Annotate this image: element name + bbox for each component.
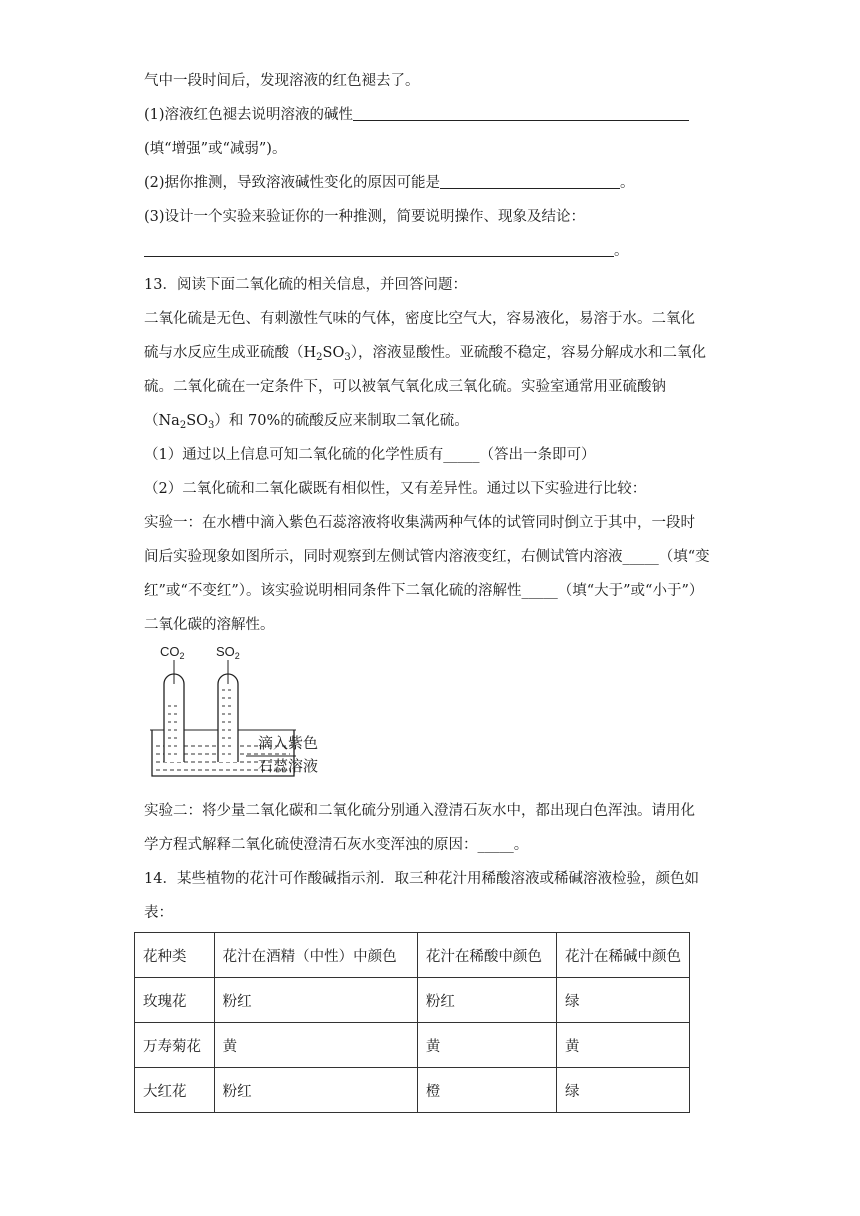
table-header-cell: 花汁在稀碱中颜色 [557,933,690,978]
co2-label: $CO_2$ [160,644,185,661]
experiment-figure [144,642,724,794]
co2-test-tube [164,674,184,762]
q12-part1-hint: (填“增强”或“减弱”)。 [144,141,287,157]
table-cell: 粉红 [214,978,417,1023]
q13-exp2-line1: 实验二：将少量二氧化碳和二氧化硫分别通入澄清石灰水中，都出现白色浑浊。请用化 [144,803,695,819]
table-row [135,978,690,1023]
table-cell: 绿 [557,1068,690,1113]
table-cell: 绿 [557,978,690,1023]
table-cell: 粉红 [417,978,556,1023]
q13-info-line3: 硫。二氧化硫在一定条件下，可以被氧气氧化成三氧化硫。实验室通常用亚硫酸钠 [144,379,666,395]
table-cell: 黄 [417,1023,556,1068]
q13-exp1-line3: 红”或“不变红”）。该实验说明相同条件下二氧化硫的溶解性_____（填“大于”或“小于”） [144,583,704,599]
q12-part3: (3)设计一个实验来验证你的一种推测，简要说明操作、现象及结论： [144,209,586,225]
q12-intro-tail: 气中一段时间后，发现溶液的红色褪去了。 [144,73,420,89]
q13-info-line2: 硫与水反应生成亚硫酸$(H_2SO_3)$，溶液显酸性。亚硫酸不稳定，容易分解成水和二氧化 [144,345,706,363]
table-header-cell: 花种类 [135,933,215,978]
q14-title-line1: 14．某些植物的花汁可作酸碱指示剂．取三种花汁用稀酸溶液或稀碱溶液检验，颜色如 [144,871,699,887]
so2-label: $SO_2$ [216,644,240,661]
q13-exp1-line1: 实验一：在水槽中滴入紫色石蕊溶液将收集满两种气体的试管同时倒立于其中，一段时 [144,515,695,531]
table-cell: 万寿菊花 [135,1023,215,1068]
table-cell: 粉红 [214,1068,417,1113]
q13-info-line4: $(Na_2SO_3)$和 70%的硫酸反应来制取二氧化硫。 [144,413,469,431]
table-cell: 玫瑰花 [135,978,215,1023]
q13-exp1-line2: 间后实验现象如图所示，同时观察到左侧试管内溶液变红，右侧试管内溶液_____（填“变 [144,549,710,565]
table-cell: 橙 [417,1068,556,1113]
table-cell: 黄 [557,1023,690,1068]
table-cell: 大红花 [135,1068,215,1113]
answer-blank[interactable] [440,170,620,189]
table-row [135,1023,690,1068]
q13-exp1-line4: 二氧化碳的溶解性。 [144,617,275,633]
flower-indicator-table [134,932,690,1113]
table-cell: 黄 [214,1023,417,1068]
q12-part2: (2)据你推测，导致溶液碱性变化的原因可能是 。 [144,166,724,200]
q12-part3-answer: 。 [144,234,724,268]
q14-title-line2: 表： [144,905,173,921]
q13-title: 13．阅读下面二氧化硫的相关信息，并回答问题： [144,277,467,293]
q13-part2: （2）二氧化硫和二氧化碳既有相似性，又有差异性。通过以下实验进行比较： [144,481,647,497]
indicator-label-line1: 滴入紫色 [258,734,319,752]
q13-part1: （1）通过以上信息可知二氧化硫的化学性质有_____（答出一条即可） [144,447,596,463]
answer-blank[interactable] [144,238,614,257]
table-header-row [135,933,690,978]
q13-info-line1: 二氧化硫是无色、有刺激性气味的气体，密度比空气大，容易液化，易溶于水。二氧化 [144,311,695,327]
table-header-cell: 花汁在酒精（中性）中颜色 [214,933,417,978]
q13-exp2-line2: 学方程式解释二氧化硫使澄清石灰水变浑浊的原因：_____。 [144,837,529,853]
test-tube-diagram [146,644,346,790]
table-header-cell: 花汁在稀酸中颜色 [417,933,556,978]
so2-test-tube [218,674,238,762]
q12-part1: (1)溶液红色褪去说明溶液的碱性 [144,98,724,132]
answer-blank[interactable] [353,102,689,121]
indicator-label-line2: 石蕊溶液 [258,757,319,775]
table-row [135,1068,690,1113]
document-page [144,64,724,930]
